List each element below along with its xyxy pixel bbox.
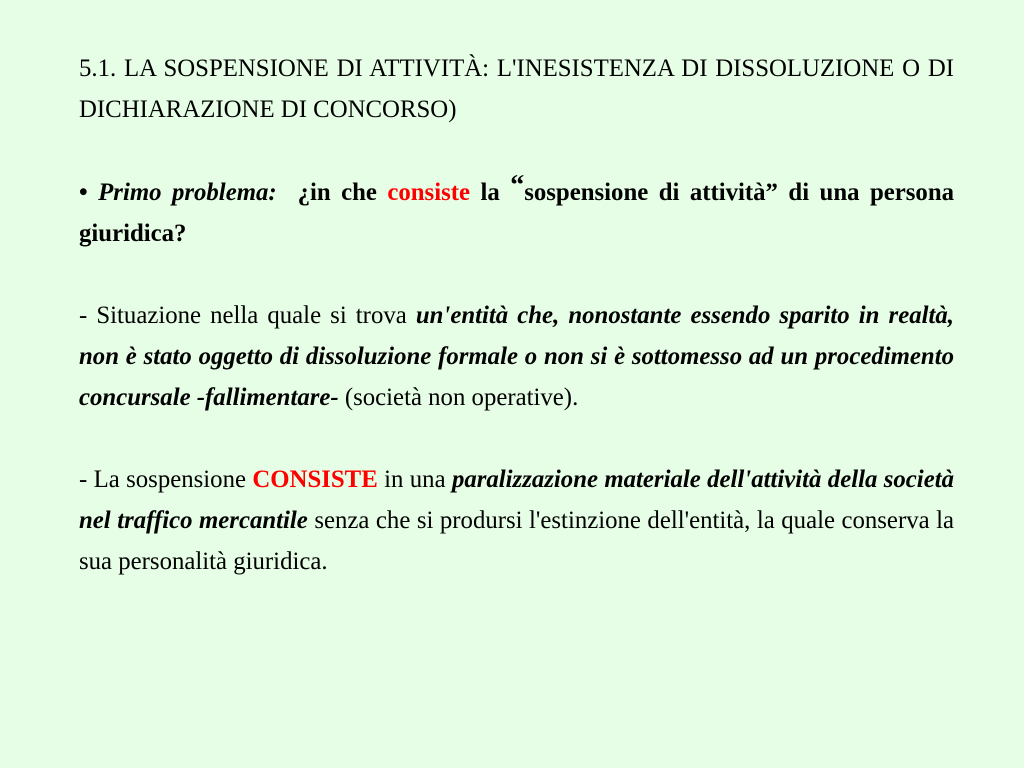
problem-paragraph bbox=[79, 171, 954, 254]
slide-content bbox=[79, 48, 954, 582]
spacer bbox=[79, 418, 954, 459]
consists-mid: in una bbox=[384, 466, 446, 493]
open-quote-mark: “ bbox=[510, 170, 525, 201]
consists-intro: - La sospensione bbox=[79, 466, 246, 493]
consists-paragraph bbox=[79, 459, 954, 582]
problem-question-part2: la bbox=[480, 179, 500, 206]
consists-end: senza che si prodursi l'estinzione dell'entità, la quale conserva la sua personalità giuridica. bbox=[79, 507, 955, 575]
problem-question-part3: sospensione di attività” di una persona giuridica? bbox=[79, 179, 955, 247]
situation-intro: - Situazione nella quale si trova bbox=[79, 302, 407, 329]
spacer bbox=[79, 130, 954, 171]
problem-question-highlight: consiste bbox=[387, 179, 471, 206]
situation-italic: un'entità che, nonostante essendo sparito in realtà, non è stato oggetto di dissoluzione formale o non si è sottomesso ad un procedimento concursale -fallimentare- bbox=[79, 302, 954, 411]
consists-italic: paralizzazione materiale dell'attività della società nel traffico mercantile bbox=[79, 466, 954, 534]
consists-highlight: CONSISTE bbox=[252, 466, 378, 493]
bullet-icon: • bbox=[79, 179, 88, 206]
situation-paragraph bbox=[79, 295, 954, 418]
slide-title bbox=[79, 48, 954, 130]
problem-question-part1: ¿in che bbox=[297, 179, 377, 206]
spacer bbox=[79, 254, 954, 295]
slide-title-text: 5.1. LA SOSPENSIONE DI ATTIVITÀ: L'INESISTENZA DI DISSOLUZIONE O DI DICHIARAZIONE DI CONCORSO) bbox=[79, 55, 954, 123]
problem-label: Primo problema: bbox=[98, 179, 277, 206]
situation-end: (società non operative). bbox=[344, 384, 579, 411]
